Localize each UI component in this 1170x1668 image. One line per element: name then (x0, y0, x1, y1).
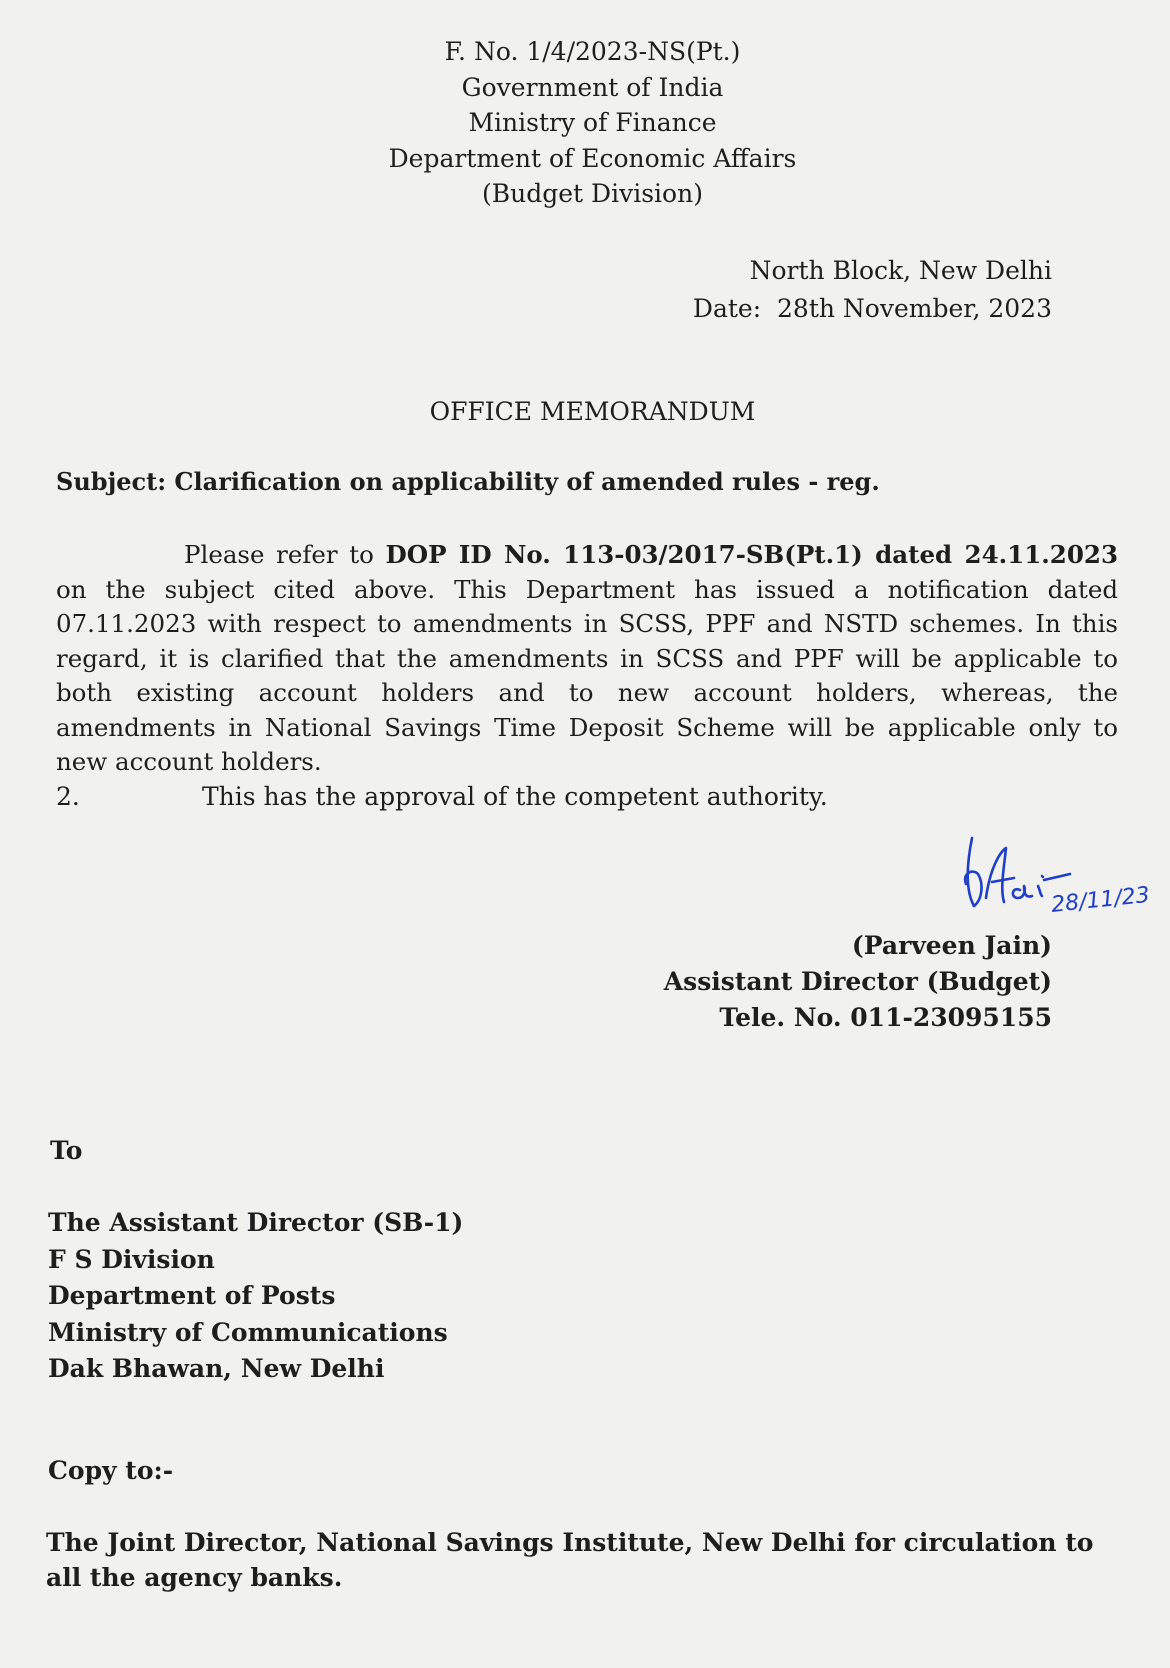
paragraph-2-text: This has the approval of the competent authority. (202, 782, 828, 811)
place-and-date (693, 252, 1052, 328)
address-line: The Assistant Director (SB-1) (48, 1208, 464, 1237)
document-title: OFFICE MEMORANDUM (429, 397, 756, 426)
letterhead (0, 34, 1170, 212)
address-line: Ministry of Communications (48, 1317, 448, 1347)
to-label: To (50, 1136, 83, 1165)
signatory-block (664, 928, 1052, 1036)
recipient-address (48, 1205, 463, 1388)
paragraph-2-number: 2. (56, 782, 80, 811)
file-number: F. No. 1/4/2023-NS(Pt.) (444, 37, 741, 66)
subject-line: Subject: Clarification on applicability of amended rules - reg. (56, 467, 880, 496)
address-line: F S Division (48, 1244, 215, 1274)
address-line: Department of Posts (48, 1281, 336, 1310)
signatory-designation: Assistant Director (Budget) (663, 967, 1052, 996)
government-line: Government of India (461, 72, 724, 102)
paragraph-2 (56, 782, 828, 811)
paragraph-1-body: on the subject cited above. This Department has issued a notification dated 07.11.2023 with respect to amendments in SCSS, PPF and NSTD schemes. In this regard, it is clarified that the amendments in SCSS and PPF will be applicable to both existing account holders and to new account holders, whereas, the amendments in National Savings Time Deposit Scheme will be applicable only to new account holders. (56, 574, 1118, 776)
reference-id: DOP ID No. 113-03/2017-SB(Pt.1) dated 24.11.2023 (385, 540, 1118, 569)
copy-to-recipient: The Joint Director, National Savings Institute, New Delhi for circulation to all the agency banks. (46, 1528, 1094, 1592)
address-line: Dak Bhawan, New Delhi (48, 1354, 385, 1383)
ministry-line: Ministry of Finance (468, 108, 717, 137)
place: North Block, New Delhi (749, 256, 1052, 285)
division-line: (Budget Division) (482, 179, 703, 208)
handwritten-signature (960, 828, 1170, 928)
paragraph-1-lead: Please refer to (184, 540, 386, 569)
signatory-name: (Parveen Jain) (851, 931, 1052, 960)
copy-to-label: Copy to:- (48, 1456, 174, 1485)
signature-date: 28/11/23 (1050, 882, 1151, 918)
department-line: Department of Economic Affairs (388, 143, 797, 173)
date: Date: 28th November, 2023 (692, 294, 1052, 323)
signatory-phone: Tele. No. 011-23095155 (719, 1003, 1052, 1032)
paragraph-1 (56, 538, 1118, 780)
